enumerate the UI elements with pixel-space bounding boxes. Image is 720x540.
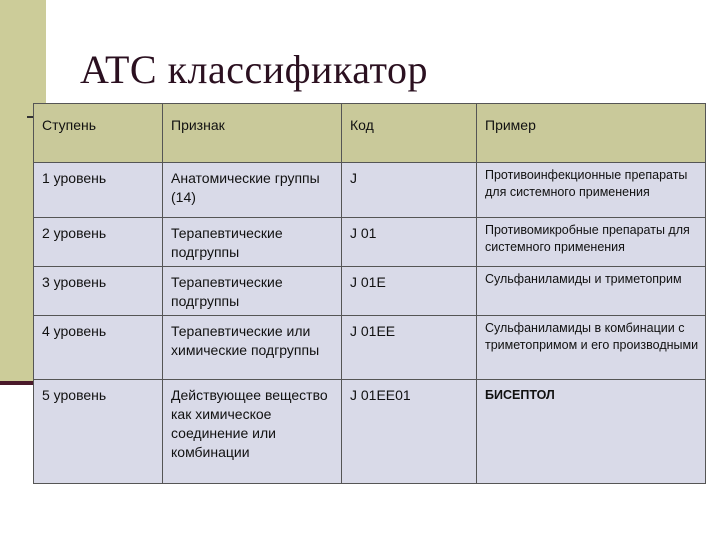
cell-level: 3 уровень (34, 267, 163, 316)
cell-attribute: Терапевтические подгруппы (163, 267, 342, 316)
cell-code: J 01EE (342, 316, 477, 380)
cell-example: Противомикробные препараты для системного применения (477, 218, 706, 267)
cell-attribute: Действующее вещество как химическое соединение или комбинации (163, 380, 342, 484)
header-example: Пример (477, 104, 706, 163)
cell-level: 1 уровень (34, 163, 163, 218)
cell-example: Сульфаниламиды и триметоприм (477, 267, 706, 316)
table-row (34, 380, 706, 484)
table-row (34, 316, 706, 380)
cell-level: 5 уровень (34, 380, 163, 484)
cell-level: 4 уровень (34, 316, 163, 380)
cell-example: Сульфаниламиды в комбинации с триметопримом и его производными (477, 316, 706, 380)
atc-table (33, 103, 706, 484)
cell-code: J 01EE01 (342, 380, 477, 484)
cell-code: J 01E (342, 267, 477, 316)
header-level: Ступень (34, 104, 163, 163)
cell-example: БИСЕПТОЛ (477, 380, 706, 484)
cell-attribute: Терапевтические или химические подгруппы (163, 316, 342, 380)
cell-attribute: Терапевтические подгруппы (163, 218, 342, 267)
cell-code: J 01 (342, 218, 477, 267)
slide-title: ATC классификатор (80, 47, 428, 92)
table-row (34, 163, 706, 218)
cell-example: Противоинфекционные препараты для системного применения (477, 163, 706, 218)
table-row (34, 218, 706, 267)
header-attribute: Признак (163, 104, 342, 163)
table-row (34, 267, 706, 316)
cell-level: 2 уровень (34, 218, 163, 267)
header-code: Код (342, 104, 477, 163)
cell-attribute: Анатомические группы (14) (163, 163, 342, 218)
table-header-row (34, 104, 706, 163)
cell-code: J (342, 163, 477, 218)
